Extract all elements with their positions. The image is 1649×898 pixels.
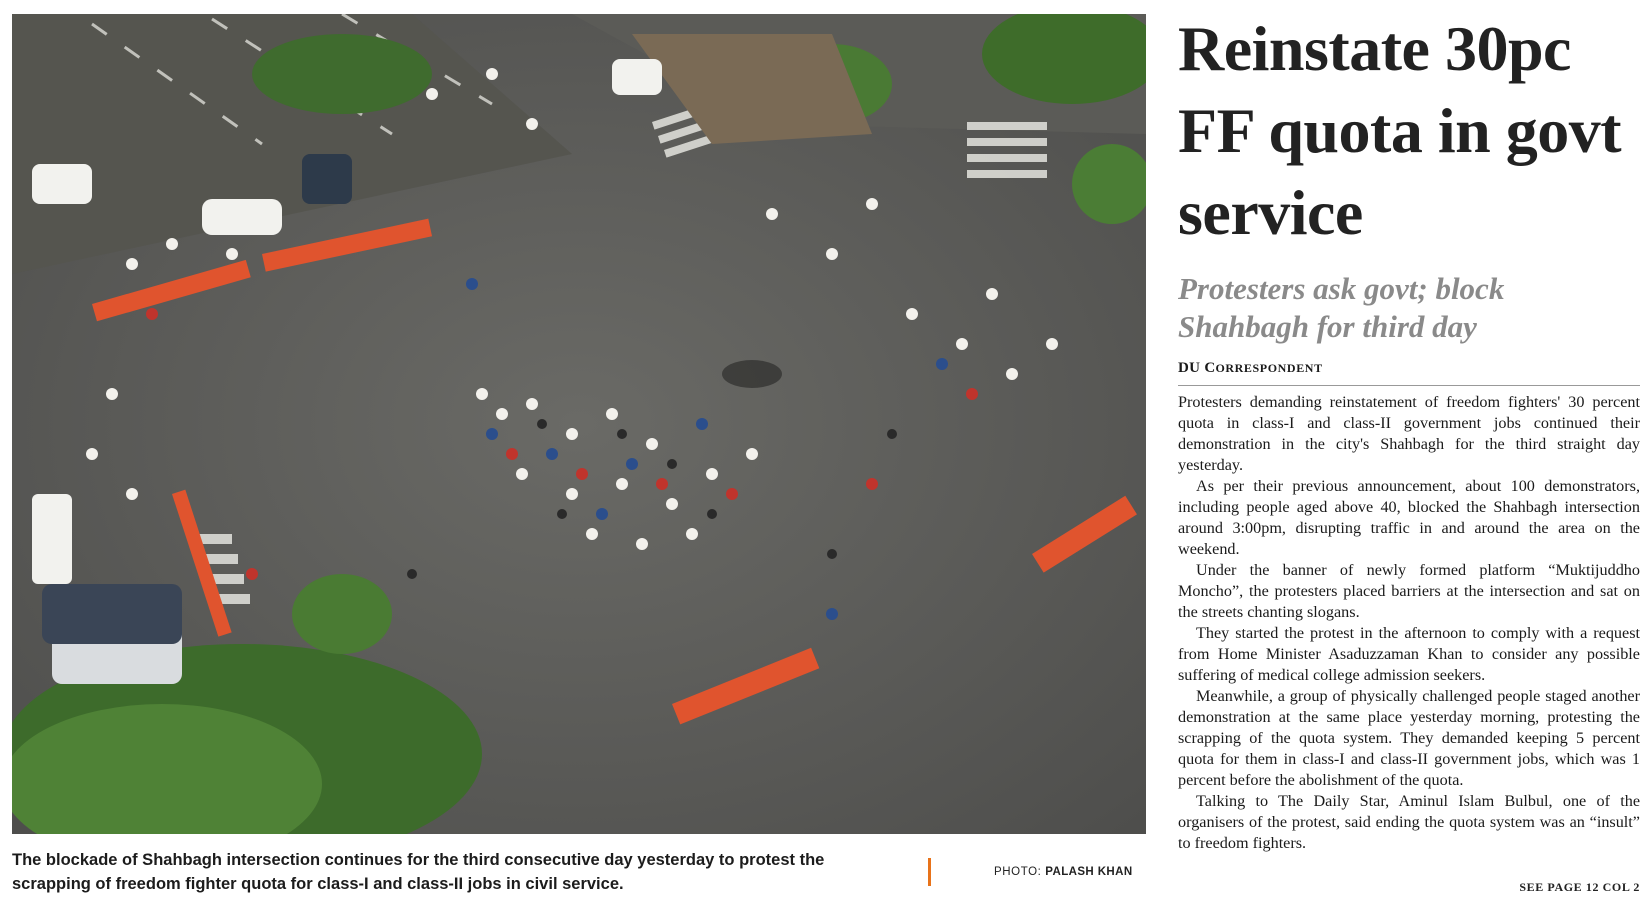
jump-line[interactable]: SEE PAGE 12 COL 2 [1519, 880, 1640, 894]
byline-first: DU C [1178, 360, 1216, 376]
paragraph: Protesters demanding reinstatement of freedom fighters' 30 percent quota in class-I and class-II government jobs continued their demonstration in the city's Shahbagh for the third straight day yesterday. [1178, 393, 1640, 474]
byline [1178, 360, 1640, 386]
paragraph: As per their previous announcement, about 100 demonstrators, including people aged above 40, blocked the Shahbagh intersection around 3:00pm, disrupting traffic in and around the area on the weekend. [1178, 477, 1640, 558]
credit-name: PALASH KHAN [1045, 866, 1133, 878]
protest-scene-illustration [12, 14, 1146, 834]
caption-divider [928, 858, 931, 886]
subheadline: Protesters ask govt; block Shahbagh for third day [1178, 271, 1505, 344]
photo-credit [994, 866, 1133, 878]
news-photo [12, 14, 1146, 834]
paragraph: They started the protest in the afternoon to comply with a request from Home Minister Asaduzzaman Khan to consider any possible suffering of medical college admission seekers. [1178, 624, 1640, 684]
headline: Reinstate 30pc FF quota in govt service [1178, 13, 1621, 248]
paragraph: Talking to The Daily Star, Aminul Islam Bulbul, one of the organisers of the protest, said ending the quota system was an “insult” to freedom fighters. [1178, 792, 1640, 852]
credit-label: PHOTO: [994, 866, 1042, 878]
byline-rest: ORRESPONDENT [1215, 361, 1323, 375]
photo-caption: The blockade of Shahbagh intersection continues for the third consecutive day yesterday to protest the scrapping of freedom fighter quota for class-I and class-II jobs in civil service. [12, 851, 825, 893]
article [1178, 8, 1640, 854]
paragraph: Meanwhile, a group of physically challenged people staged another demonstration at the same place yesterday morning, protesting the scrapping of the quota system. They demanded keeping 5 percent quota for them in class-I and class-II government jobs, which was 1 percent before the abolishment of the quota. [1178, 687, 1640, 789]
article-body [1178, 392, 1640, 854]
paragraph: Under the banner of newly formed platform “Muktijuddho Moncho”, the protesters placed barriers at the intersection and sat on the streets chanting slogans. [1178, 561, 1640, 621]
